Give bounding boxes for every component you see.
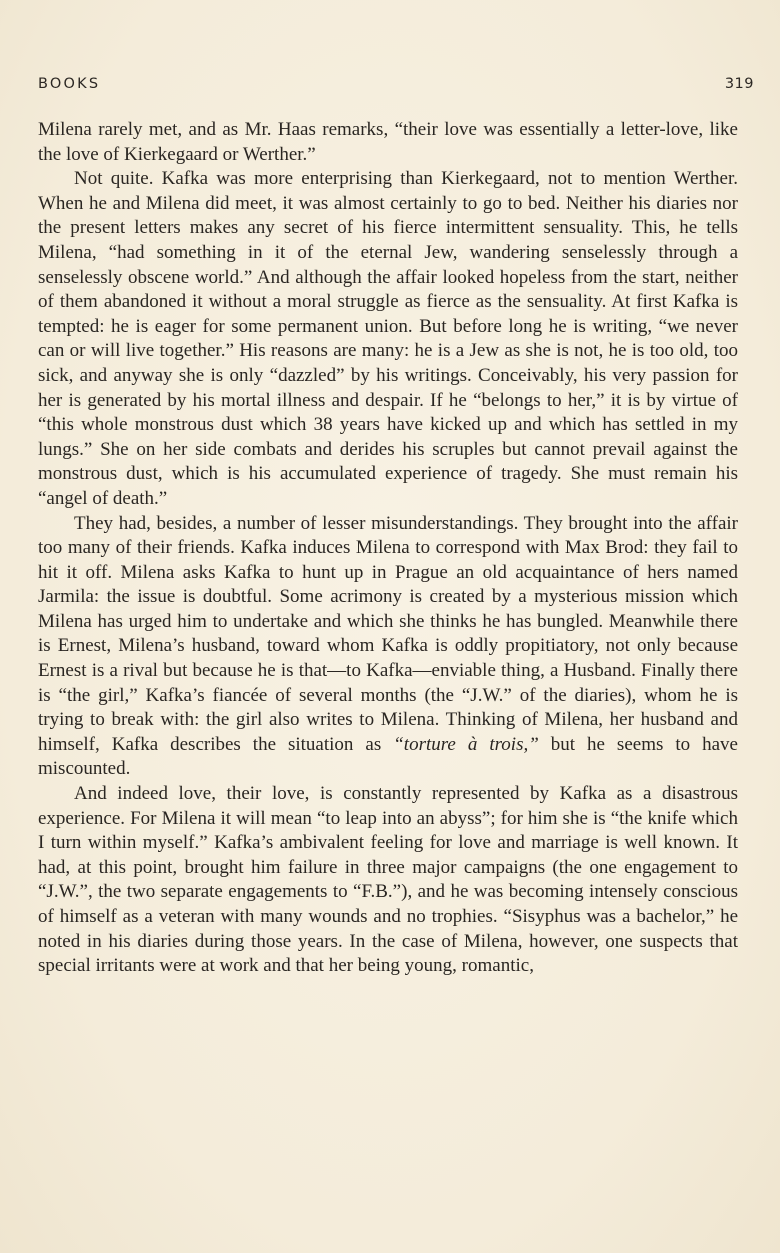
italic-phrase: “torture à trois,” xyxy=(393,733,539,755)
paragraph-text: but he seems to have miscounted. xyxy=(38,733,738,780)
paragraph-2 xyxy=(38,167,738,511)
paragraph-text: And indeed love, their love, is constantly represented by Kafka as a disastrous experience. For Milena it will mean “to leap into an abyss”; for him she is “the knife which I turn within myself.” Kafka’s ambivalent feeling for love and marriage is well known. It had, at this point, brought him failure in three major campaigns (the one engagement to “J.W.”, the two separate engagements to “F.B.”), and he was becoming intensely conscious of himself as a veteran with many wounds and no trophies. “Sisyphus was a bachelor,” he noted in his diaries during those years. In the case of Milena, however, one suspects that special irritants were at work and that her being young, romantic, xyxy=(38,783,738,977)
paragraph-4 xyxy=(38,782,738,979)
paragraph-text: Not quite. Kafka was more enterprising than Kierkegaard, not to mention Werther. When he and Milena did meet, it was almost certainly to go to bed. Neither his diaries nor the present letters makes any secret of his fierce intermittent sensuality. This, he tells Milena, “had something in it of the eternal Jew, wandering senselessly through a senselessly obscene world.” And although the affair looked hopeless from the start, neither of them abandoned it without a moral struggle as fierce as the sensuality. At first Kafka is tempted: he is eager for some permanent union. But before long he is writing, “we never can or will live together.” His reasons are many: he is a Jew as she is not, he is too old, too sick, and anyway she is only “dazzled” by his writings. Conceivably, his very passion for her is generated by his mortal illness and despair. If he “belongs to her,” it is by virtue of “this whole monstrous dust which 38 years have kicked up and which has settled in my lungs.” She on her side combats and derides his scruples but cannot prevail against the monstrous dust, which is his accumulated experience of tragedy. She must remain his “angel of death.” xyxy=(38,168,738,509)
page-number: 319 xyxy=(724,76,754,92)
paragraph-text: Milena rarely met, and as Mr. Haas remarks, “their love was essentially a letter-love, like the love of Kierkegaard or Werther.” xyxy=(38,119,738,165)
paragraph-text: They had, besides, a number of lesser misunderstandings. They brought into the affair too many of their friends. Kafka induces Milena to correspond with Max Brod: they fail to hit it off. Milena asks Kafka to hunt up in Prague an old acquaintance of hers named Jarmila: the issue is doubtful. Some acrimony is created by a mysterious mission which Milena has urged him to undertake and which she thinks he has bungled. Meanwhile there is Ernest, Milena’s husband, toward whom Kafka is oddly propitiatory, not only because Ernest is a rival but because he is that—to Kafka—enviable thing, a Husband. Finally there is “the girl,” Kafka’s fiancée of several months (the “J.W.” of the diaries), whom he is trying to break with: the girl also writes to Milena. Thinking of Milena, her husband and himself, Kafka describes the situation as xyxy=(38,512,738,755)
paragraph-1 xyxy=(38,118,738,167)
paragraph-3 xyxy=(38,512,738,783)
section-title: BOOKS xyxy=(38,76,101,92)
running-head xyxy=(38,76,754,96)
text-body xyxy=(38,118,738,979)
